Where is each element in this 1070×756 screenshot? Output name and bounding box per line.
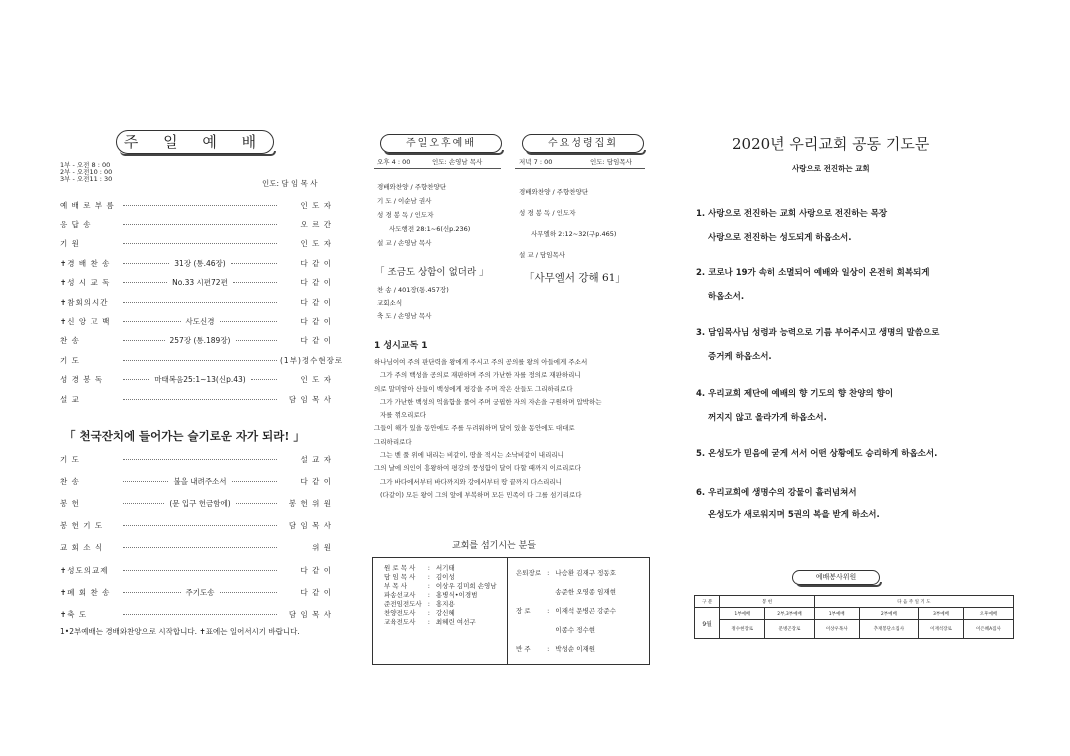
- servant-names: 김이성: [435, 573, 455, 581]
- responsive-line: 의로 말미암아 산들이 백성에게 평강을 주며 작은 산들도 그리하리로다: [374, 384, 573, 393]
- leader-dots: [123, 592, 181, 593]
- order-person: 오 르 간: [300, 219, 332, 229]
- responsive-line: 하나님이여 주의 판단력을 왕에게 주시고 주의 공의를 왕의 아들에게 주소서: [374, 358, 588, 366]
- leader-dots: [231, 263, 277, 264]
- order-item: ✝폐 회 찬 송: [60, 587, 111, 597]
- table-row: [695, 620, 1014, 639]
- order-row: [60, 335, 332, 347]
- servant-names: 이상우 김미희 손영남: [435, 582, 497, 590]
- table-cell: 정수현장로: [720, 620, 765, 639]
- leader-dots: [123, 205, 277, 206]
- order-row: [60, 453, 332, 465]
- prayer-item-cont: 하옵소서.: [708, 292, 745, 302]
- leader-dots: [251, 379, 277, 380]
- servant-colon: [544, 620, 552, 639]
- table-cell: 이재석장로: [919, 620, 964, 639]
- table-row: [381, 590, 500, 599]
- order-person: 봉 헌 위 원: [288, 498, 332, 508]
- table-cell: 추재봉단소집사: [859, 620, 918, 639]
- leader-dots: [236, 340, 278, 341]
- order-person: 다 같 이: [300, 587, 333, 597]
- leader-dots: [123, 263, 169, 264]
- order-row: [60, 277, 332, 289]
- table-header: 다 음 주 일 기 도: [814, 596, 1013, 608]
- order-row: [60, 199, 332, 211]
- afternoon-sermon: 「 조금도 상함이 없더라 」: [375, 267, 489, 278]
- table-row: [513, 582, 619, 601]
- wednesday-order: [519, 182, 616, 266]
- table-subheader: 1부예배: [814, 608, 859, 620]
- servants-left-table: [381, 563, 500, 626]
- prayer-item-cont: 사랑으로 전진하는 성도되게 하옵소서.: [708, 233, 852, 243]
- order-item: ✝경 배 찬 송: [60, 258, 111, 268]
- leader-dots: [123, 302, 277, 303]
- service-table-title: 예배봉사위원: [792, 570, 880, 585]
- order-detail: 마태복음25:1~13(신p.43): [154, 375, 246, 385]
- prayer-item-cont: 꺼지지 않고 올라가게 하옵소서.: [708, 413, 827, 423]
- afternoon-line: 사도행전 28:1~6(신p.236): [389, 225, 471, 233]
- servant-names: 서기태: [435, 564, 455, 572]
- table-subheader: 2부,3부예배: [765, 608, 815, 620]
- leader-dots: [123, 360, 277, 361]
- servants-divider: [507, 558, 508, 664]
- servant-colon: :: [427, 563, 430, 572]
- afternoon-line: 기 도 / 이순남 권사: [377, 197, 432, 205]
- order-row: [60, 497, 332, 509]
- afternoon-line: 경배와찬양 / 주향찬양단: [377, 183, 447, 191]
- order-person: 위 원: [312, 543, 332, 553]
- wednesday-title: 수요성령집회: [522, 134, 644, 153]
- prayer-item: 2. 코로나 19가 속히 소멸되어 예배와 일상이 온전히 회복되게: [696, 268, 930, 278]
- order-person: 다 같 이: [300, 316, 333, 326]
- table-subheader: 1부예배: [720, 608, 765, 620]
- responsive-title: 1 성시교독 1: [374, 341, 428, 351]
- servant-names: 이재석 문병곤 강준수: [555, 607, 616, 615]
- afternoon-line: 설 교 / 손영남 목사: [377, 239, 432, 247]
- order-row: [60, 218, 332, 230]
- order-person: 설 교 자: [300, 454, 332, 464]
- order-person: 다 같 이: [300, 278, 333, 288]
- order-item: ✝축 도: [60, 609, 88, 619]
- table-row: [381, 608, 500, 617]
- leader-dots: [123, 481, 168, 482]
- wednesday-divider: [515, 168, 645, 169]
- servant-colon: :: [427, 572, 430, 581]
- table-cell: 이은혜A집사: [963, 620, 1013, 639]
- order-detail: 주기도송: [185, 587, 215, 597]
- servant-role: 은퇴장로: [516, 569, 542, 577]
- order-item: 봉 헌 기 도: [60, 521, 104, 531]
- servant-colon: :: [427, 617, 430, 626]
- responsive-line: 그가 바다에서부터 바다까지와 강에서부터 땅 끝까지 다스리리니: [380, 477, 562, 486]
- order-row: [60, 354, 344, 366]
- order-person: 다 같 이: [300, 565, 332, 575]
- responsive-line: 자를 꺾으리로다: [380, 411, 427, 420]
- responsive-line: 그가 가난한 백성의 억울함을 풀어 주며 궁핍한 자의 자손을 구원하며 압박하는: [380, 397, 602, 406]
- order-row: [60, 374, 332, 386]
- order-item: ✝신 앙 고 백: [60, 316, 111, 326]
- servant-colon: :: [547, 644, 550, 653]
- servant-role: 준전임전도사: [384, 600, 422, 608]
- order-item: ✝참회의시간: [60, 297, 109, 307]
- servant-role: 파송선교사: [384, 591, 416, 599]
- prayer-title: 2020년 우리교회 공동 기도문: [732, 135, 930, 153]
- afternoon-line: 축 도 / 손영남 목사: [377, 312, 432, 320]
- servant-names: 나승환 김재구 정동호: [555, 569, 616, 577]
- leader-dots: [123, 321, 181, 322]
- servant-role: 교육전도사: [384, 618, 416, 626]
- responsive-line: 그들이 해가 있을 동안에도 주를 두려워하며 달이 있을 동안에도 대대로: [374, 424, 575, 433]
- order-row: [60, 238, 332, 250]
- table-row: [381, 599, 500, 608]
- servant-names: 이종수 정수현: [555, 626, 596, 634]
- order-row: [60, 393, 332, 405]
- afternoon-line: 교회소식: [377, 299, 403, 307]
- order-row: [60, 520, 332, 532]
- table-row: [381, 617, 500, 626]
- order-detail: (문 입구 헌금함에): [169, 498, 231, 508]
- order-row: [60, 542, 332, 554]
- order-person: 담 임 목 사: [288, 394, 332, 404]
- leader-dots: [123, 503, 164, 504]
- order-person: 다 같 이: [300, 336, 332, 346]
- servant-role: 원 로 목 사: [384, 564, 416, 572]
- prayer-item: 3. 담임목사님 성령과 능력으로 기름 부어주시고 생명의 말씀으로: [696, 328, 940, 338]
- servants-right-table: [513, 563, 619, 658]
- servant-role: 담 임 목 사: [384, 573, 416, 581]
- table-row: [513, 620, 619, 639]
- servants-title: 교회를 섬기시는 분들: [452, 541, 536, 551]
- servant-names: 박성순 이재원: [555, 645, 596, 653]
- servant-colon: :: [547, 606, 550, 615]
- order-item: 기 도: [60, 355, 80, 365]
- table-subheader-row: [695, 608, 1014, 620]
- table-month: 9월: [695, 608, 720, 639]
- prayer-item: 6. 우리교회에 생명수의 강물이 흘러넘쳐서: [696, 488, 857, 498]
- prayer-item-cont: 온성도가 새로워지며 5권의 복을 받게 하소서.: [708, 510, 880, 520]
- servant-colon: :: [427, 599, 430, 608]
- service-time: 1부 - 오전 8 : 00: [60, 161, 111, 169]
- prayer-item: 4. 우리교회 제단에 예배의 향 기도의 향 찬양의 향이: [696, 389, 894, 399]
- afternoon-order: [377, 180, 470, 250]
- servant-colon: :: [427, 590, 430, 599]
- wednesday-time: 저녁 7 : 00: [519, 158, 553, 166]
- order-person: 다 같 이: [300, 258, 333, 268]
- service-times: [60, 162, 112, 183]
- order-item: 기 원: [60, 239, 80, 249]
- leader-dots: [123, 224, 277, 225]
- table-header: 봉 헌: [720, 596, 814, 608]
- afternoon-line: 성 경 봉 독 / 인도자: [377, 211, 434, 219]
- leader-dots: [123, 459, 277, 460]
- leader-dots: [123, 525, 277, 526]
- responsive-line: 그는 벤 풀 위에 내리는 비같이, 땅을 적시는 소낙비같이 내리리니: [380, 451, 564, 460]
- servant-colon: [544, 582, 552, 601]
- order-item: 예 배 로 부 름: [60, 200, 115, 210]
- leader-dots: [123, 547, 277, 548]
- order-person: (1부)정수현장로: [280, 355, 344, 365]
- afternoon-order-2: [377, 284, 449, 323]
- order-person: 인 도 자: [300, 200, 332, 210]
- table-row: [381, 581, 500, 590]
- servant-names: 홍지용: [435, 600, 455, 608]
- order-detail: 불을 내려주소서: [173, 476, 227, 486]
- table-header: 구 분: [695, 596, 720, 608]
- leader-dots: [123, 243, 277, 244]
- order-item: 찬 송: [60, 336, 80, 346]
- service-time: 2부 - 오전10 : 00: [60, 168, 113, 176]
- servant-role: 반 주: [516, 645, 531, 653]
- prayer-item: 5. 온성도가 믿음에 굳게 서서 어떤 상황에도 승리하게 하옵소서.: [696, 449, 938, 459]
- afternoon-divider: [374, 168, 501, 169]
- responsive-line: 그가 주의 백성을 공의로 재판하며 주의 가난한 자를 정의로 재판하리니: [380, 371, 581, 380]
- afternoon-leader: 인도: 손영남 목사: [432, 158, 483, 166]
- order-row: [60, 257, 332, 269]
- wednesday-sermon: 「사무엘서 강해 61」: [524, 272, 626, 284]
- prayer-item-cont: 증거케 하옵소서.: [708, 352, 772, 362]
- order-person: 다 같 이: [300, 476, 333, 486]
- table-row: [381, 572, 500, 581]
- servant-colon: :: [427, 608, 430, 617]
- wednesday-line: 설 교 / 담임목사: [519, 251, 566, 259]
- order-person: 인 도 자: [300, 375, 332, 385]
- order-row: [60, 296, 332, 308]
- leader-dots: [123, 614, 277, 615]
- order-row: [60, 608, 332, 620]
- footnote: 1•2부예배는 경배와찬양으로 시작합니다. ✝표에는 일어서시기 바랍니다.: [60, 627, 300, 636]
- order-row: [60, 564, 332, 576]
- wednesday-line: 사무엘하 2:12~32(구p.465): [531, 230, 617, 238]
- table-row: [513, 601, 619, 620]
- order-person: 다 같 이: [300, 297, 332, 307]
- prayer-item: 1. 사랑으로 전진하는 교회 사랑으로 전진하는 목장: [696, 209, 888, 219]
- order-person: 담 임 목 사: [288, 609, 332, 619]
- sunday-title: 주 일 예 배: [116, 130, 274, 154]
- order-person: 담 임 목 사: [288, 521, 332, 531]
- leader-dots: [123, 570, 277, 571]
- order-row: [60, 315, 332, 327]
- order-person: 인 도 자: [300, 239, 332, 249]
- servant-names: 송준한 오영종 임재현: [555, 588, 616, 596]
- servant-names: 최혜린 여선구: [435, 618, 476, 626]
- responsive-reading: [374, 356, 602, 502]
- prayer-subtitle: 사랑으로 전진하는 교회: [792, 164, 870, 173]
- table-subheader: 2부예배: [859, 608, 918, 620]
- order-detail: No.33 시편72편: [172, 278, 228, 288]
- afternoon-line: 찬 송 / 401장(통.457장): [377, 286, 449, 294]
- wednesday-line: 성 경 봉 독 / 인도자: [519, 209, 576, 217]
- servant-colon: :: [427, 581, 430, 590]
- leader-dots: [123, 282, 167, 283]
- servant-colon: :: [547, 568, 550, 577]
- order-item: 기 도: [60, 454, 80, 464]
- order-detail: 257장 (통.189장): [169, 336, 231, 346]
- wednesday-line: 경배와찬양 / 주향찬양단: [519, 188, 589, 196]
- responsive-line: 그의 날에 의인이 흥왕하여 평강의 풍성함이 달이 다할 때까지 이르리로다: [374, 464, 581, 473]
- order-item: 설 교: [60, 394, 80, 404]
- wednesday-leader: 인도: 담임목사: [590, 158, 632, 166]
- table-header-row: [695, 596, 1014, 608]
- order-row: [60, 475, 332, 487]
- leader-dots: [220, 592, 278, 593]
- sunday-leader: 인도: 담 임 목 사: [262, 179, 318, 188]
- leader-dots: [236, 503, 277, 504]
- responsive-line: 그리하리로다: [374, 437, 412, 446]
- order-item: 찬 송: [60, 476, 80, 486]
- order-item: 교 회 소 식: [60, 543, 104, 553]
- table-cell: 이상우목사: [814, 620, 859, 639]
- leader-dots: [220, 321, 278, 322]
- servant-names: 홍병식•이경범: [435, 591, 478, 599]
- servant-role: 장 로: [516, 607, 531, 615]
- table-row: [381, 563, 500, 572]
- sermon-title: 「 천국잔치에 들어가는 슬기로운 자가 되라! 」: [64, 429, 305, 443]
- order-detail: 31장 (통.46장): [174, 258, 226, 268]
- servant-role: 부 목 사: [384, 582, 407, 590]
- service-time: 3부 - 오전11 : 30: [60, 175, 113, 183]
- afternoon-time: 오후 4 : 00: [377, 158, 411, 166]
- leader-dots: [123, 340, 165, 341]
- servant-role: 찬양전도사: [384, 609, 416, 617]
- afternoon-title: 주일오후예배: [380, 134, 502, 153]
- table-subheader: 3부예배: [919, 608, 964, 620]
- leader-dots: [123, 399, 277, 400]
- servant-role: [513, 582, 544, 601]
- table-cell: 문병곤장로: [765, 620, 815, 639]
- servant-role: [513, 620, 544, 639]
- order-row: [60, 586, 332, 598]
- order-detail: 사도신경: [185, 316, 215, 326]
- leader-dots: [232, 481, 277, 482]
- table-row: [513, 639, 619, 658]
- order-item: 성 경 봉 독: [60, 375, 104, 385]
- table-row: [513, 563, 619, 582]
- leader-dots: [123, 379, 149, 380]
- servant-names: 강신혜: [435, 609, 455, 617]
- order-item: ✝성도의교제: [60, 565, 109, 575]
- leader-dots: [233, 282, 277, 283]
- responsive-line: (다같이) 모든 왕이 그의 앞에 부복하며 모든 민족이 다 그를 섬기리로다: [380, 490, 582, 499]
- order-item: 응 답 송: [60, 219, 92, 229]
- order-item: 봉 헌: [60, 498, 80, 508]
- service-table: [694, 595, 1014, 639]
- order-item: ✝성 시 교 독: [60, 278, 111, 288]
- table-subheader: 오후예배: [963, 608, 1013, 620]
- servants-box: [372, 557, 650, 665]
